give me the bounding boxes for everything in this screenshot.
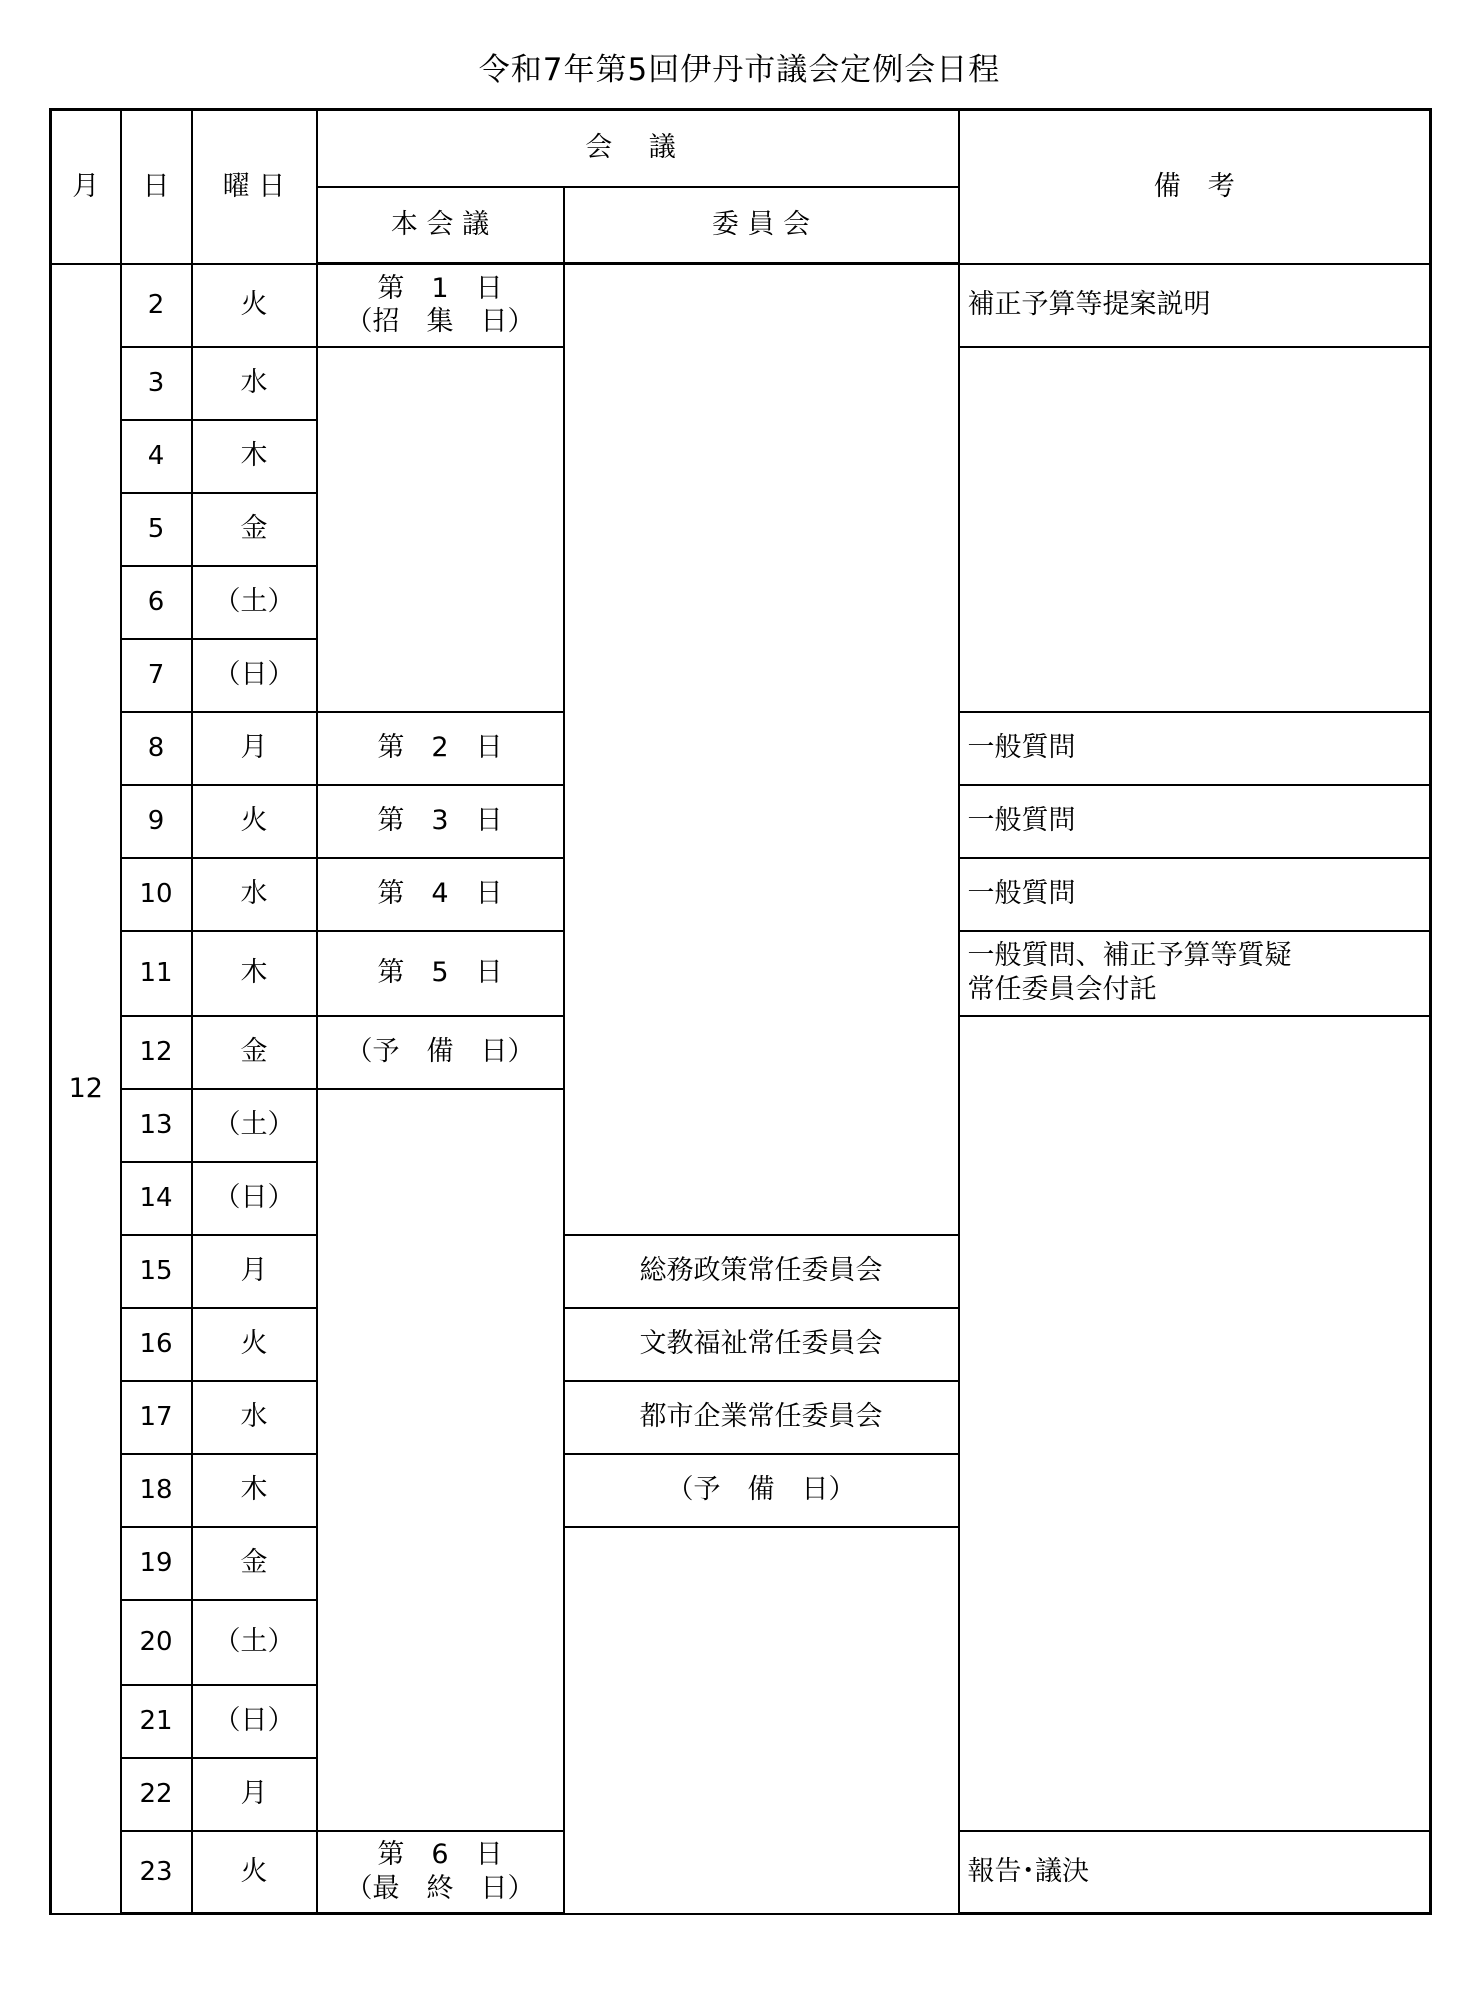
weekday-cell: 水 [192, 1381, 317, 1454]
weekday-cell: 水 [192, 347, 317, 420]
weekday-cell: 金 [192, 1527, 317, 1600]
weekday-cell: （土） [192, 1600, 317, 1685]
committee-cell: （予 備 日） [564, 1454, 959, 1527]
day-cell: 20 [121, 1600, 192, 1685]
weekday-cell: （土） [192, 1089, 317, 1162]
weekday-cell: （日） [192, 1685, 317, 1758]
committee-cell: 都市企業常任委員会 [564, 1381, 959, 1454]
plenary-cell: 第 3 日 [317, 785, 564, 858]
weekday-cell: 月 [192, 712, 317, 785]
day-cell: 6 [121, 566, 192, 639]
plenary-cell-empty [317, 1089, 564, 1831]
month-cell: 12 [51, 264, 121, 1914]
day-cell: 7 [121, 639, 192, 712]
day-cell: 23 [121, 1831, 192, 1914]
day-cell: 21 [121, 1685, 192, 1758]
plenary-cell-empty [317, 347, 564, 712]
header-remarks: 備 考 [959, 110, 1431, 264]
weekday-cell: 木 [192, 1454, 317, 1527]
weekday-cell: 火 [192, 264, 317, 347]
header-weekday: 曜 日 [192, 110, 317, 264]
schedule-table [49, 108, 1432, 1915]
day-cell: 22 [121, 1758, 192, 1831]
weekday-cell: 金 [192, 493, 317, 566]
header-meeting: 会 議 [317, 110, 959, 187]
weekday-cell: 木 [192, 931, 317, 1016]
day-cell: 2 [121, 264, 192, 347]
day-cell: 8 [121, 712, 192, 785]
day-cell: 12 [121, 1016, 192, 1089]
remarks-cell-empty [959, 1016, 1431, 1831]
remarks-cell: 一般質問 [959, 858, 1431, 931]
day-cell: 17 [121, 1381, 192, 1454]
weekday-cell: 火 [192, 1308, 317, 1381]
weekday-cell: 水 [192, 858, 317, 931]
day-cell: 5 [121, 493, 192, 566]
header-committee: 委 員 会 [564, 187, 959, 264]
document-title: 令和7年第5回伊丹市議会定例会日程 [478, 52, 1001, 88]
weekday-cell: 木 [192, 420, 317, 493]
weekday-cell: 火 [192, 1831, 317, 1914]
weekday-cell: （日） [192, 639, 317, 712]
committee-cell-empty [564, 264, 959, 1235]
remarks-cell: 補正予算等提案説明 [959, 264, 1431, 347]
remarks-cell: 一般質問 [959, 712, 1431, 785]
header-day: 日 [121, 110, 192, 264]
day-cell: 16 [121, 1308, 192, 1381]
weekday-cell: 月 [192, 1758, 317, 1831]
day-cell: 18 [121, 1454, 192, 1527]
day-cell: 9 [121, 785, 192, 858]
day-cell: 10 [121, 858, 192, 931]
plenary-cell: 第 4 日 [317, 858, 564, 931]
day-cell: 15 [121, 1235, 192, 1308]
header-plenary: 本 会 議 [317, 187, 564, 264]
day-cell: 13 [121, 1089, 192, 1162]
table-row [51, 264, 1431, 347]
plenary-cell: 第 5 日 [317, 931, 564, 1016]
weekday-cell: （土） [192, 566, 317, 639]
remarks-cell-empty [959, 347, 1431, 712]
plenary-cell: 第 1 日 （招 集 日） [317, 264, 564, 347]
day-cell: 4 [121, 420, 192, 493]
weekday-cell: 月 [192, 1235, 317, 1308]
plenary-cell: 第 2 日 [317, 712, 564, 785]
remarks-cell: 一般質問、補正予算等質疑 常任委員会付託 [959, 931, 1431, 1016]
remarks-cell: 一般質問 [959, 785, 1431, 858]
header-month: 月 [51, 110, 121, 264]
day-cell: 3 [121, 347, 192, 420]
weekday-cell: 火 [192, 785, 317, 858]
day-cell: 14 [121, 1162, 192, 1235]
weekday-cell: 金 [192, 1016, 317, 1089]
committee-cell: 文教福祉常任委員会 [564, 1308, 959, 1381]
plenary-cell: （予 備 日） [317, 1016, 564, 1089]
committee-cell: 総務政策常任委員会 [564, 1235, 959, 1308]
remarks-cell: 報告･議決 [959, 1831, 1431, 1914]
day-cell: 11 [121, 931, 192, 1016]
plenary-cell: 第 6 日 （最 終 日） [317, 1831, 564, 1914]
day-cell: 19 [121, 1527, 192, 1600]
weekday-cell: （日） [192, 1162, 317, 1235]
committee-cell-empty [564, 1527, 959, 1914]
